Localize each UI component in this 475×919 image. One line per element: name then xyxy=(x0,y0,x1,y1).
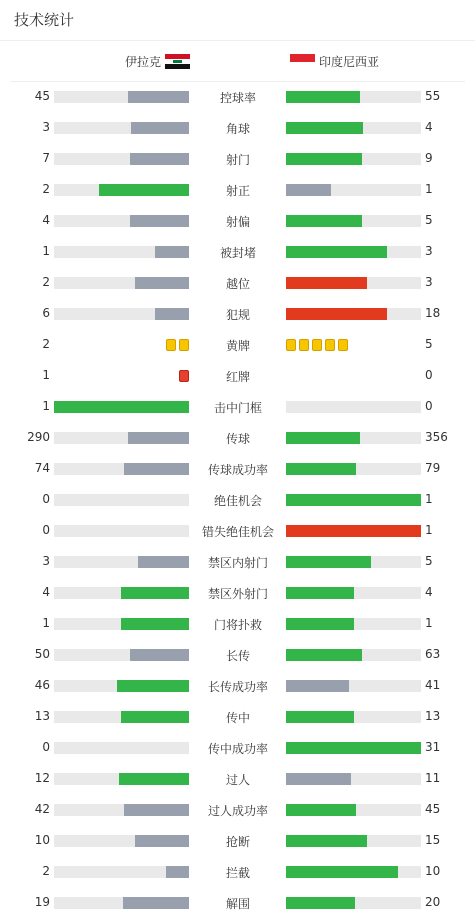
yellow-card-icon xyxy=(312,339,322,351)
stat-right-value: 13 xyxy=(425,709,441,723)
stat-right-value: 31 xyxy=(425,740,441,754)
stat-row xyxy=(0,670,475,701)
stat-row xyxy=(0,577,475,608)
stat-bar-right xyxy=(286,649,421,661)
stat-left-value: 0 xyxy=(42,523,50,537)
stat-row xyxy=(0,112,475,143)
stat-bar-right xyxy=(286,804,421,816)
stat-bar-fill xyxy=(286,432,360,444)
stat-bar-fill xyxy=(286,618,354,630)
stat-left-value: 2 xyxy=(42,182,50,196)
stat-row xyxy=(0,267,475,298)
stat-bar-left xyxy=(54,153,189,165)
stat-right-value: 1 xyxy=(425,182,433,196)
stat-row xyxy=(0,453,475,484)
stat-bar-right xyxy=(286,835,421,847)
stat-label: 越位 xyxy=(225,277,250,291)
stat-left-value: 2 xyxy=(42,275,50,289)
stat-bar-fill xyxy=(130,215,189,227)
page-title: 技术统计 xyxy=(14,11,75,29)
teams-header xyxy=(0,44,475,80)
stat-bar-fill xyxy=(286,184,331,196)
stat-bar-fill xyxy=(286,742,421,754)
stat-right-value: 5 xyxy=(425,213,433,227)
stat-row xyxy=(0,515,475,546)
stat-bar-right xyxy=(286,308,421,320)
title-divider xyxy=(0,40,475,41)
stat-right-value: 3 xyxy=(425,275,433,289)
stat-bar-fill xyxy=(286,215,362,227)
stat-row xyxy=(0,484,475,515)
stat-label: 传球成功率 xyxy=(207,463,268,477)
stat-left-value: 2 xyxy=(42,864,50,878)
stat-bar-right xyxy=(286,897,421,909)
stat-label: 传中成功率 xyxy=(207,742,268,756)
stat-right-value: 11 xyxy=(425,771,441,785)
stat-row xyxy=(0,763,475,794)
stat-bar-fill xyxy=(286,153,362,165)
iraq-flag-icon xyxy=(165,54,190,70)
stat-left-value: 3 xyxy=(42,120,50,134)
cards-left xyxy=(166,339,189,352)
stat-bar-right xyxy=(286,246,421,258)
stat-left-value: 290 xyxy=(27,430,50,444)
stat-bar-right xyxy=(286,432,421,444)
stat-bar-left xyxy=(54,494,189,506)
stat-row xyxy=(0,608,475,639)
stat-bar-fill xyxy=(286,122,363,134)
stat-left-value: 12 xyxy=(34,771,50,785)
stat-label: 解围 xyxy=(225,897,250,911)
stat-bar-fill xyxy=(286,308,387,320)
stat-bar-right xyxy=(286,742,421,754)
stat-bar-fill xyxy=(135,835,189,847)
stat-bar-right xyxy=(286,587,421,599)
stat-row xyxy=(0,794,475,825)
stat-bar-right xyxy=(286,184,421,196)
stat-row xyxy=(0,825,475,856)
red-card-icon xyxy=(179,370,189,382)
stat-bar-right xyxy=(286,401,421,413)
stat-bar-fill xyxy=(286,277,367,289)
stat-row xyxy=(0,329,475,360)
stat-bar-right xyxy=(286,153,421,165)
stat-right-value: 4 xyxy=(425,120,433,134)
stat-right-value: 0 xyxy=(425,368,433,382)
stat-bar-fill xyxy=(121,618,189,630)
stat-label: 抢断 xyxy=(225,835,250,849)
yellow-card-icon xyxy=(166,339,176,351)
team-left-name: 伊拉克 xyxy=(124,55,161,69)
stat-bar-fill xyxy=(286,804,356,816)
stat-row xyxy=(0,639,475,670)
stat-bar-fill xyxy=(286,91,360,103)
stat-row xyxy=(0,856,475,887)
stat-bar-right xyxy=(286,556,421,568)
stat-bar-fill xyxy=(155,308,189,320)
stat-bar-right xyxy=(286,463,421,475)
yellow-card-icon xyxy=(325,339,335,351)
stat-row xyxy=(0,732,475,763)
stat-row xyxy=(0,391,475,422)
stat-label: 射门 xyxy=(225,153,250,167)
stat-bar-right xyxy=(286,711,421,723)
stat-bar-left xyxy=(54,432,189,444)
stat-label: 射正 xyxy=(225,184,250,198)
stat-left-value: 3 xyxy=(42,554,50,568)
stat-bar-fill xyxy=(130,649,189,661)
stat-bar-fill xyxy=(131,122,189,134)
stat-bar-left xyxy=(54,463,189,475)
stat-bar-fill xyxy=(135,277,189,289)
stat-right-value: 9 xyxy=(425,151,433,165)
stat-left-value: 6 xyxy=(42,306,50,320)
stat-bar-left xyxy=(54,308,189,320)
yellow-card-icon xyxy=(179,339,189,351)
stat-right-value: 1 xyxy=(425,492,433,506)
stat-left-value: 1 xyxy=(42,399,50,413)
stat-bar-left xyxy=(54,587,189,599)
stat-bar-right xyxy=(286,618,421,630)
stat-bar-fill xyxy=(54,401,189,413)
stat-right-value: 55 xyxy=(425,89,441,103)
stat-row xyxy=(0,205,475,236)
stat-left-value: 4 xyxy=(42,213,50,227)
stat-bar-fill xyxy=(123,897,189,909)
stat-label: 角球 xyxy=(225,122,250,136)
stat-bar-fill xyxy=(155,246,189,258)
stat-label: 禁区内射门 xyxy=(207,556,268,570)
stat-right-value: 45 xyxy=(425,802,441,816)
stat-left-value: 74 xyxy=(34,461,50,475)
stat-label: 拦截 xyxy=(225,866,250,880)
stat-right-value: 15 xyxy=(425,833,441,847)
stat-bar-fill xyxy=(286,246,387,258)
stat-bar-left xyxy=(54,277,189,289)
stat-bar-fill xyxy=(119,773,189,785)
stat-bar-fill xyxy=(128,432,189,444)
stat-label: 门将扑救 xyxy=(213,618,262,632)
stat-left-value: 1 xyxy=(42,244,50,258)
cards-left xyxy=(179,370,189,383)
stat-bar-left xyxy=(54,246,189,258)
stat-bar-fill xyxy=(286,711,354,723)
stat-bar-fill xyxy=(121,587,189,599)
yellow-card-icon xyxy=(299,339,309,351)
stat-label: 射偏 xyxy=(225,215,250,229)
stat-left-value: 1 xyxy=(42,368,50,382)
stat-bar-left xyxy=(54,618,189,630)
stat-bar-fill xyxy=(166,866,189,878)
stat-bar-left xyxy=(54,556,189,568)
stat-left-value: 46 xyxy=(34,678,50,692)
stat-row xyxy=(0,887,475,918)
stat-left-value: 0 xyxy=(42,740,50,754)
stat-label: 长传成功率 xyxy=(207,680,268,694)
stat-label: 错失绝佳机会 xyxy=(201,525,274,539)
stat-bar-fill xyxy=(286,587,354,599)
stat-bar-left xyxy=(54,711,189,723)
stat-right-value: 1 xyxy=(425,523,433,537)
stat-right-value: 41 xyxy=(425,678,441,692)
stat-bar-fill xyxy=(286,494,421,506)
team-right[interactable] xyxy=(290,53,379,70)
stat-bar-left xyxy=(54,773,189,785)
stat-bar-fill xyxy=(138,556,189,568)
stat-row xyxy=(0,546,475,577)
stat-bar-fill xyxy=(286,525,421,537)
stat-row xyxy=(0,701,475,732)
stat-left-value: 1 xyxy=(42,616,50,630)
stat-row xyxy=(0,143,475,174)
stat-bar-left xyxy=(54,401,189,413)
stat-bar-fill xyxy=(286,649,362,661)
stat-label: 被封堵 xyxy=(219,246,256,260)
stat-label: 控球率 xyxy=(219,91,256,105)
stat-bar-left xyxy=(54,215,189,227)
stat-label: 绝佳机会 xyxy=(213,494,262,508)
stat-right-value: 20 xyxy=(425,895,441,909)
team-left[interactable] xyxy=(125,53,190,70)
stat-row xyxy=(0,422,475,453)
stat-row xyxy=(0,236,475,267)
stat-bar-left xyxy=(54,897,189,909)
stat-bar-left xyxy=(54,649,189,661)
stat-left-value: 4 xyxy=(42,585,50,599)
stat-bar-fill xyxy=(121,711,189,723)
stat-right-value: 3 xyxy=(425,244,433,258)
stat-bar-left xyxy=(54,866,189,878)
stat-row xyxy=(0,81,475,112)
yellow-card-icon xyxy=(286,339,296,351)
stat-bar-right xyxy=(286,91,421,103)
stat-bar-right xyxy=(286,525,421,537)
stat-bar-left xyxy=(54,184,189,196)
stat-row xyxy=(0,298,475,329)
stat-left-value: 2 xyxy=(42,337,50,351)
stat-label: 传中 xyxy=(225,711,250,725)
stat-bar-fill xyxy=(286,866,398,878)
stat-right-value: 0 xyxy=(425,399,433,413)
stat-left-value: 13 xyxy=(34,709,50,723)
stat-row xyxy=(0,174,475,205)
yellow-card-icon xyxy=(338,339,348,351)
stat-bar-fill xyxy=(286,463,356,475)
stat-right-value: 5 xyxy=(425,337,433,351)
stat-left-value: 10 xyxy=(34,833,50,847)
stat-label: 红牌 xyxy=(225,370,250,384)
stat-left-value: 19 xyxy=(34,895,50,909)
stat-left-value: 42 xyxy=(34,802,50,816)
stat-left-value: 7 xyxy=(42,151,50,165)
stat-label: 犯规 xyxy=(225,308,250,322)
stat-right-value: 356 xyxy=(425,430,448,444)
stat-right-value: 4 xyxy=(425,585,433,599)
stat-label: 击中门框 xyxy=(213,401,262,415)
cards-right xyxy=(286,339,348,352)
stat-label: 长传 xyxy=(225,649,250,663)
stat-right-value: 18 xyxy=(425,306,441,320)
stat-bar-left xyxy=(54,525,189,537)
stat-bar-right xyxy=(286,773,421,785)
stat-label: 黄牌 xyxy=(225,339,250,353)
stat-label: 传球 xyxy=(225,432,250,446)
stat-bar-fill xyxy=(128,91,189,103)
stat-right-value: 79 xyxy=(425,461,441,475)
stat-bar-left xyxy=(54,742,189,754)
stat-right-value: 1 xyxy=(425,616,433,630)
stat-bar-right xyxy=(286,122,421,134)
stat-bar-fill xyxy=(117,680,189,692)
stat-bar-right xyxy=(286,680,421,692)
stat-bar-fill xyxy=(286,556,371,568)
stat-bar-left xyxy=(54,122,189,134)
stat-bar-right xyxy=(286,277,421,289)
stat-bar-left xyxy=(54,835,189,847)
stat-left-value: 0 xyxy=(42,492,50,506)
stat-right-value: 10 xyxy=(425,864,441,878)
stat-row xyxy=(0,360,475,391)
stat-left-value: 50 xyxy=(34,647,50,661)
stat-bar-right xyxy=(286,866,421,878)
stat-label: 过人成功率 xyxy=(207,804,268,818)
indonesia-flag-icon xyxy=(290,54,315,70)
stat-bar-fill xyxy=(286,680,349,692)
stat-bar-left xyxy=(54,680,189,692)
stat-left-value: 45 xyxy=(34,89,50,103)
stat-bar-right xyxy=(286,494,421,506)
stat-bar-fill xyxy=(130,153,189,165)
stat-right-value: 5 xyxy=(425,554,433,568)
stat-bar-fill xyxy=(286,835,367,847)
stat-label: 过人 xyxy=(225,773,250,787)
stat-bar-fill xyxy=(124,463,189,475)
stat-bar-left xyxy=(54,804,189,816)
stat-bar-fill xyxy=(99,184,189,196)
stats-list xyxy=(0,81,475,918)
stat-bar-fill xyxy=(124,804,189,816)
stat-bar-left xyxy=(54,91,189,103)
team-right-name: 印度尼西亚 xyxy=(319,55,380,69)
stat-bar-fill xyxy=(286,773,351,785)
stat-label: 禁区外射门 xyxy=(207,587,268,601)
stat-bar-right xyxy=(286,215,421,227)
stat-right-value: 63 xyxy=(425,647,441,661)
stat-bar-fill xyxy=(286,897,355,909)
